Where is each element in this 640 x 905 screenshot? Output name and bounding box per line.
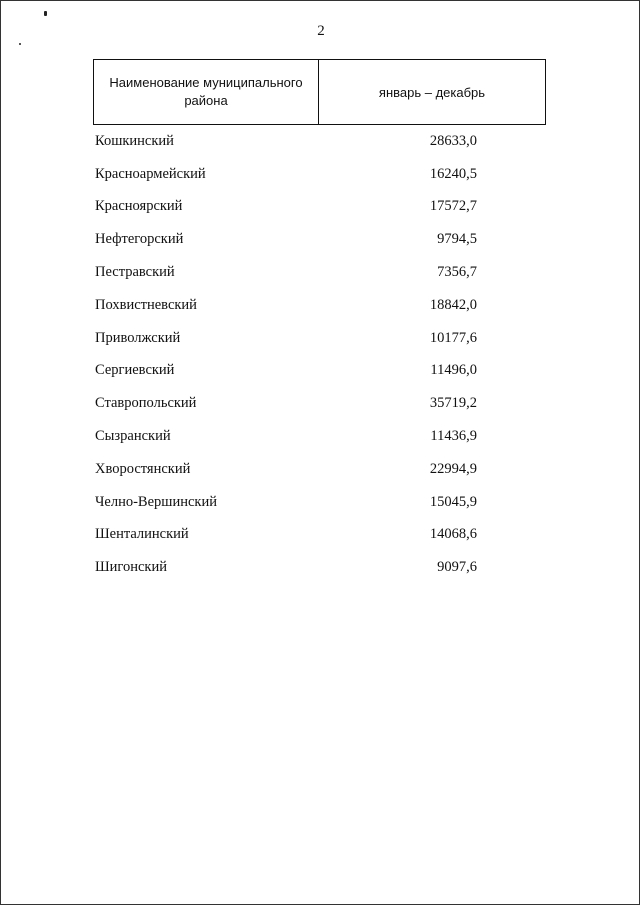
table-header [93,59,546,125]
district-value: 15045,9 [429,493,477,510]
district-value: 10177,6 [429,329,477,346]
table-row [93,453,546,486]
table-body [93,125,546,584]
district-name: Красноармейский [95,165,206,182]
table-row [93,256,546,289]
district-name: Похвистневский [95,296,197,313]
district-value: 9794,5 [437,231,477,248]
page-number: 2 [317,23,325,39]
scan-speck [19,43,21,45]
table-row [93,551,546,584]
table-row [93,158,546,191]
district-name: Сергиевский [95,362,175,379]
district-value: 9097,6 [437,559,477,576]
district-name: Нефтегорский [95,231,184,248]
district-value: 22994,9 [429,460,477,477]
district-value: 28633,0 [429,132,477,149]
header-period: январь – декабрь [378,84,486,100]
district-name: Красноярский [95,198,183,215]
table-row [93,486,546,519]
district-name: Приволжский [95,329,181,346]
table-row [93,125,546,158]
table-row [93,289,546,322]
district-name: Ставропольский [95,395,197,412]
district-value: 35719,2 [429,395,477,412]
district-name: Пестравский [95,264,175,281]
district-name: Кошкинский [95,132,174,149]
table-row [93,519,546,552]
district-name: Шигонский [95,559,167,576]
table-row [93,322,546,355]
district-name: Шенталинский [95,526,189,543]
table-row [93,191,546,224]
table-row [93,223,546,256]
district-value: 11496,0 [430,362,477,379]
table-row [93,387,546,420]
district-value: 16240,5 [429,165,477,182]
district-name: Хворостянский [95,460,191,477]
district-value: 18842,0 [429,296,477,313]
scan-speck [44,11,47,16]
district-value: 14068,6 [429,526,477,543]
table-row [93,355,546,388]
district-name: Челно-Вершинский [95,493,217,510]
district-value: 11436,9 [430,428,477,445]
header-municipal-district: Наименование муниципального района [94,60,319,124]
table-row [93,420,546,453]
district-value: 17572,7 [429,198,477,215]
district-name: Сызранский [95,428,171,445]
district-value: 7356,7 [437,264,477,281]
